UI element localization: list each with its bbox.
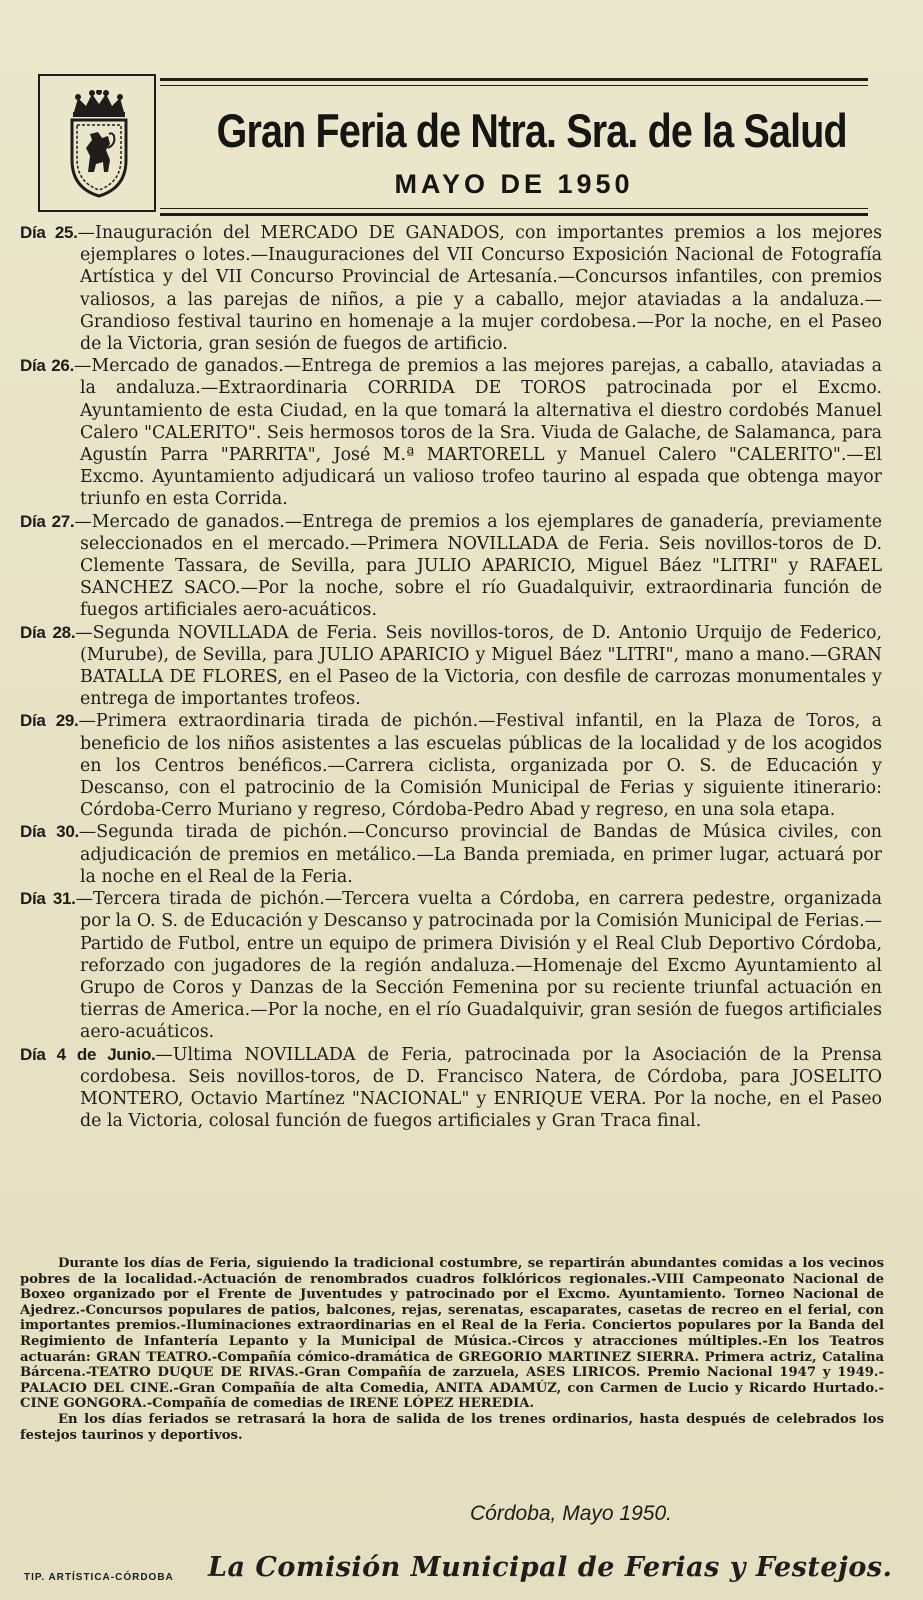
program-day-29	[20, 710, 882, 821]
program-day-june-4	[20, 1044, 882, 1133]
bottom-inner-rule	[160, 208, 868, 209]
day-label: Día 4 de Junio.	[20, 1044, 156, 1064]
day-text: —Ultima NOVILLADA de Feria, patrocinada por la Asociación de la Prensa cordobesa. Seis novillos-toros, de D. Francisco Natera, de Córdoba, para JOSELITO MONTERO, Octavio Martínez "NACIONAL" y ENRIQUE VERA. Por la noche, en el Paseo de la Victoria, colosal función de fuegos artificiales y Gran Traca final.	[80, 1044, 882, 1132]
day-label: Día 30.	[20, 822, 79, 842]
poster-header	[38, 74, 870, 214]
day-label: Día 31.	[20, 889, 76, 909]
day-label: Día 25.	[20, 223, 78, 242]
poster-subtitle: MAYO DE 1950	[394, 169, 634, 199]
day-text: —Tercera tirada de pichón.—Tercera vuelta a Córdoba, en carrera pedestre, organizada por la O. S. de Educación y Descanso y patrocinada por la Comisión Municipal de Ferias.—Partido de Futbol, entre un equipo de primera División y el Real Club Deportivo Córdoba, reforzado con jugadores de la región andaluza.—Homenaje del Excmo Ayuntamiento al Grupo de Coros y Danzas de la Sección Femenina por su reciente triunfal actuación en tierras de America.—Por la noche, en el río Guadalquivir, gran sesión de fuegos artificiales aero-acuáticos.	[75, 889, 882, 1043]
day-text: —Mercado de ganados.—Entrega de premios a las mejores parejas, a caballo, ataviadas a la andaluza.—Extraordinaria CORRIDA DE TOROS patrocinada por el Excmo. Ayuntamiento de esta Ciudad, en la que tomará la alternativa el diestro cordobés Manuel Calero "CALERITO". Seis hermosos toros de la Sra. Viuda de Galache, de Salamanca, para Agustín Parra "PARRITA", José M.ª MARTORELL y Manuel Calero "CALERITO".—El Excmo. Ayuntamiento adjudicará un valioso trofeo taurino al espada que obtenga mayor triunfo en esta Corrida.	[74, 356, 882, 510]
program-day-27	[20, 511, 882, 622]
program-list	[20, 222, 882, 1132]
day-label: Día 27.	[20, 511, 75, 531]
title-frame	[160, 78, 868, 216]
day-label: Día 29.	[20, 711, 79, 731]
day-text: —Segunda NOVILLADA de Feria. Seis novillos-toros, de D. Antonio Urquijo de Federico, (Murube), de Sevilla, para JULIO APARICIO y Miguel Báez "LITRI", mano a mano.—GRAN BATALLA DE FLORES, en el Paseo de la Victoria, con desfile de carrozas monumentales y entrega de importantes trofeos.	[75, 622, 883, 710]
day-text: —Inauguración del MERCADO DE GANADOS, con importantes premios a los mejores ejemplares o lotes.—Inauguraciones del VII Concurso Exposición Nacional de Fotografía Artística y del VII Concurso Provincial de Artesanía.—Concursos infantiles, con premios valiosos, a las parejas de niños, a pie y a caballo, mejor ataviadas a la andaluza.—Grandioso festival taurino en homenaje a la mujer cordobesa.—Por la noche, en el Paseo de la Victoria, gran sesión de fuegos de artificio.	[77, 223, 882, 355]
notes-paragraph-trains: En los días feriados se retrasará la hora de salida de los trenes ordinarios, hasta después de celebrados los festejos taurinos y deportivos.	[20, 1411, 884, 1443]
program-day-25	[20, 222, 882, 355]
day-text: —Primera extraordinaria tirada de pichón.—Festival infantil, en la Plaza de Toros, a beneficio de los niños asistentes a las escuelas públicas de la localidad y de los acogidos en los Centros benéficos.—Carrera ciclista, organizada por O. S. de Educación y Descanso, con el patrocinio de la Comisión Municipal de Ferias y siguiente itinerario: Córdoba-Cerro Muriano y regreso, Córdoba-Pedro Abad y regreso, en una sola etapa.	[78, 711, 882, 821]
day-label: Día 28.	[20, 622, 76, 642]
day-text: —Segunda tirada de pichón.—Concurso provincial de Bandas de Música civiles, con adjudicación de premios en metálico.—La Banda premiada, en primer lugar, actuará por la noche en el Real de la Feria.	[78, 822, 883, 887]
program-day-28	[20, 622, 882, 711]
notes-paragraph-festivities: Durante los días de Feria, siguiendo la tradicional costumbre, se repartirán abundantes comidas a los vecinos pobres de la localidad.-Actuación de renombrados cuadros folklóricos regionales.-VIII Campeonato Nacional de Boxeo organizado por el Frente de Juventudes y patrocinado por el Excmo. Ayuntamiento. Torneo Nacional de Ajedrez.-Concursos populares de patios, balcones, rejas, serenatas, escaparates, casetas de recreo en el ferial, con importantes premios.-Iluminaciones extraordinarias en el Real de la Feria. Conciertos populares por la Banda del Regimiento de Infantería Lepanto y la Municipal de Música.-Circos y atracciones múltiples.-En los Teatros actuarán: GRAN TEATRO.-Compañía cómico-dramática de GREGORIO MARTINEZ SIERRA. Primera actriz, Catalina Bárcena.-TEATRO DUQUE DE RIVAS.-Gran Compañía de zarzuela, ASES LIRICOS. Premio Nacional 1947 y 1949.-PALACIO DEL CINE.-Gran Compañía de alta Comedia, ANITA ADAMÚZ, con Carmen de Lucio y Ricardo Hurtado.-CINE GONGORA.-Compañía de comedias de IRENE LÓPEZ HEREDIA.	[20, 1256, 884, 1412]
crest-frame	[38, 74, 156, 212]
signature-commission: La Comisión Municipal de Ferias y Festejos.	[208, 1552, 893, 1583]
coat-of-arms-icon	[68, 90, 130, 198]
poster-title: Gran Feria de Ntra. Sra. de la Salud	[216, 104, 847, 157]
general-notes	[20, 1256, 884, 1443]
day-label: Día 26.	[20, 356, 75, 376]
program-day-30	[20, 821, 882, 888]
program-day-31	[20, 888, 882, 1043]
top-inner-rule	[160, 85, 868, 86]
place-date: Córdoba, Mayo 1950.	[470, 1502, 672, 1525]
printer-credit: TIP. ARTÍSTICA-CÓRDOBA	[24, 1572, 174, 1583]
day-text: —Mercado de ganados.—Entrega de premios a los ejemplares de ganadería, previamente seleccionados en el mercado.—Primera NOVILLADA de Feria. Seis novillos-toros de D. Clemente Tassara, de Sevilla, para JULIO APARICIO, Miguel Báez "LITRI" y RAFAEL SANCHEZ SACO.—Por la noche, sobre el río Guadalquivir, extraordinaria función de fuegos artificiales aero-acuáticos.	[74, 511, 882, 621]
program-day-26	[20, 355, 882, 510]
